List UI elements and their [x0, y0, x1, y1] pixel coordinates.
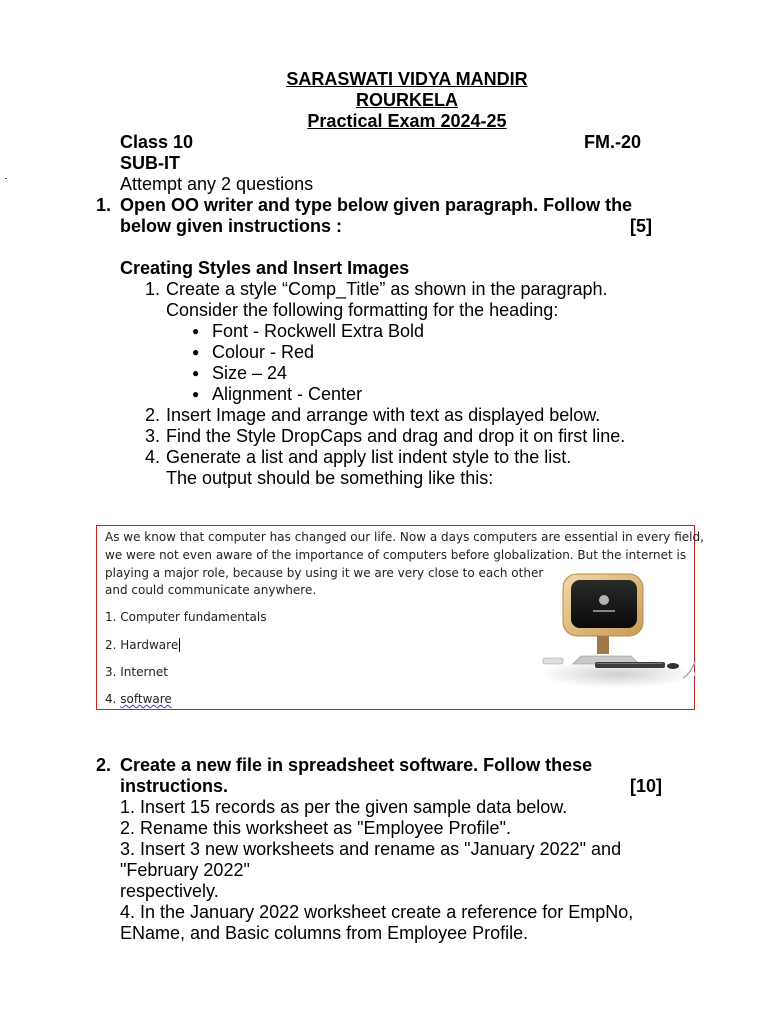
q2-marks: [10]	[630, 776, 663, 796]
q2-text-line1: Create a new file in spreadsheet software. Follow these	[120, 755, 593, 775]
q1-step1-line2: Consider the following formatting for the heading:	[166, 300, 559, 320]
figure-para-line4: and could communicate anywhere.	[105, 583, 317, 597]
bullet-icon: ●	[192, 366, 200, 380]
q1-step4-line2: The output should be something like this:	[166, 468, 494, 488]
bullet-icon: ●	[192, 345, 200, 359]
figure-list-item-3: 3. Internet	[105, 665, 168, 679]
q2-line5: respectively.	[120, 881, 219, 901]
q2-line7: EName, and Basic columns from Employee Profile.	[120, 923, 529, 943]
bullet-size: Size – 24	[212, 363, 288, 383]
q2-line6: 4. In the January 2022 worksheet create a reference for EmpNo,	[120, 902, 634, 922]
subject-label: SUB-IT	[120, 153, 180, 173]
class-label: Class 10	[120, 132, 194, 152]
q1-step4-number: 4.	[145, 447, 161, 467]
q1-number: 1.	[96, 195, 112, 215]
bullet-alignment: Alignment - Center	[212, 384, 363, 404]
figure-list-item-4-word: software	[120, 692, 172, 706]
figure-list-item-4-num: 4.	[105, 692, 121, 706]
q1-step3-number: 3.	[145, 426, 161, 446]
figure-para-line2: we were not even aware of the importance of computers before globalization. But the internet is	[105, 548, 687, 562]
school-name: SARASWATI VIDYA MANDIR	[286, 69, 528, 89]
q1-step1-line1: Create a style “Comp_Title” as shown in the paragraph.	[166, 279, 608, 299]
q1-text-line1: Open OO writer and type below given paragraph. Follow the	[120, 195, 633, 215]
figure-para-line3: playing a major role, because by using it we are very close to each other	[105, 566, 544, 580]
bullet-font: Font - Rockwell Extra Bold	[212, 321, 425, 341]
q1-section-title: Creating Styles and Insert Images	[120, 258, 410, 278]
q1-marks: [5]	[630, 216, 652, 236]
bullet-colour: Colour - Red	[212, 342, 315, 362]
q1-step4-line1: Generate a list and apply list indent style to the list.	[166, 447, 572, 467]
q2-line2: 2. Rename this worksheet as "Employee Profile".	[120, 818, 511, 838]
full-marks: FM.-20	[584, 132, 642, 152]
figure-para-line1: As we know that computer has changed our life. Now a days computers are essential in every field,	[105, 530, 704, 544]
q2-line4: "February 2022"	[120, 860, 250, 880]
sample-output-figure	[96, 525, 704, 710]
stray-mark	[5, 178, 7, 179]
computer-image	[535, 566, 697, 694]
q1-step3-line1: Find the Style DropCaps and drag and drop it on first line.	[166, 426, 626, 446]
q1-step2-number: 2.	[145, 405, 161, 425]
q1-step2-line1: Insert Image and arrange with text as displayed below.	[166, 405, 601, 425]
school-city: ROURKELA	[356, 90, 458, 110]
instruction-text: Attempt any 2 questions	[120, 174, 314, 194]
q2-line3: 3. Insert 3 new worksheets and rename as "January 2022" and	[120, 839, 622, 859]
q1-text-line2: below given instructions :	[120, 216, 343, 236]
bullet-icon: ●	[192, 387, 200, 401]
q2-text-line2: instructions.	[120, 776, 229, 796]
q1-step1-number: 1.	[145, 279, 161, 299]
figure-list-item-1: 1. Computer fundamentals	[105, 610, 267, 624]
q2-number: 2.	[96, 755, 112, 775]
bullet-icon: ●	[192, 324, 200, 338]
figure-list-item-2-text: 2. Hardware	[105, 638, 179, 652]
exam-title: Practical Exam 2024-25	[307, 111, 507, 131]
figure-list-item-2	[105, 636, 180, 654]
figure-list-item-4	[105, 690, 172, 708]
q2-line1: 1. Insert 15 records as per the given sample data below.	[120, 797, 568, 817]
